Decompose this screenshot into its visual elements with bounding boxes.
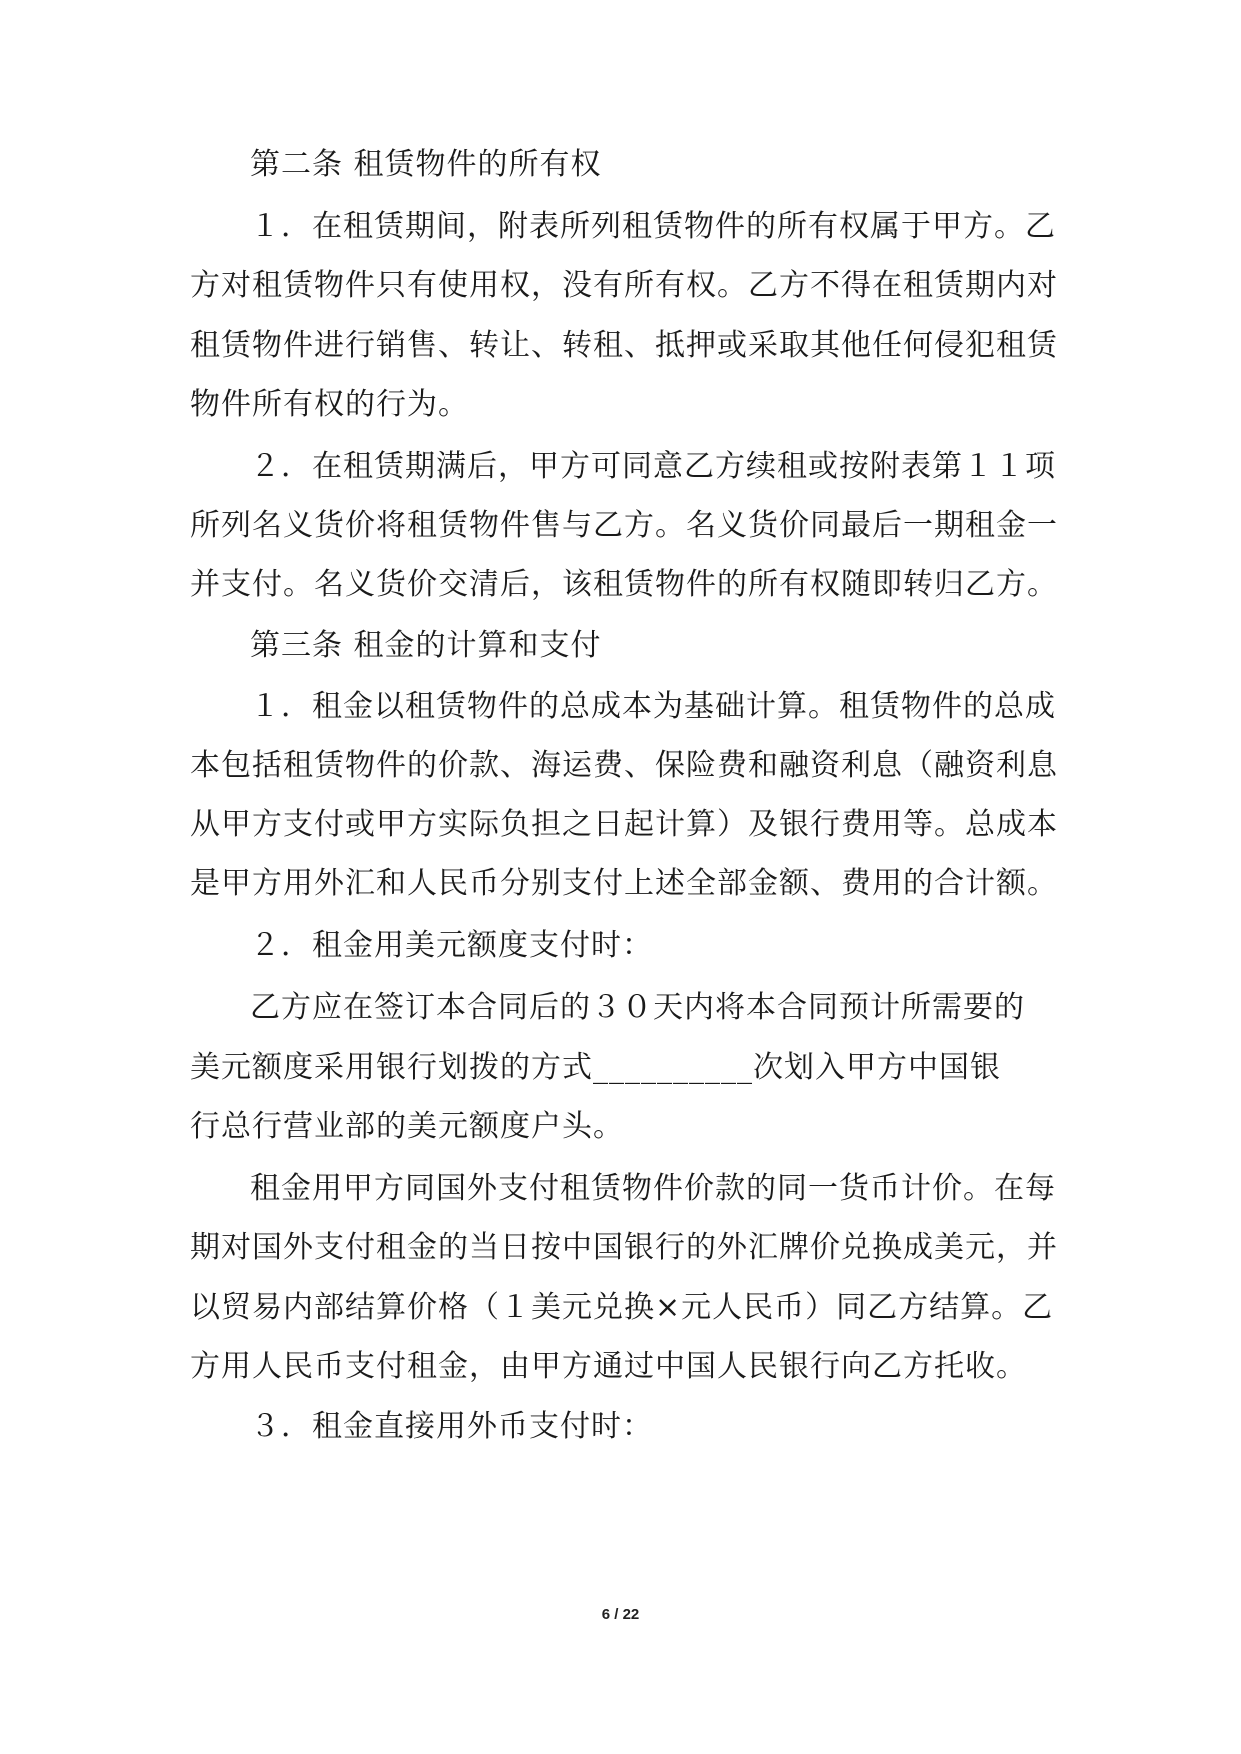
paragraph-line: 从甲方支付或甲方实际负担之日起计算）及银行费用等。总成本 (190, 807, 1058, 842)
paragraph-line: 方用人民币支付租金，由甲方通过中国人民银行向乙方托收。 (190, 1349, 1027, 1384)
paragraph-line: 租金用甲方同国外支付租赁物件价款的同一货币计价。在每 (250, 1171, 1056, 1206)
paragraph-line: 以贸易内部结算价格（１美元兑换×元人民币）同乙方结算。乙 (190, 1290, 1054, 1325)
paragraph-line: 方对租赁物件只有使用权，没有所有权。乙方不得在租赁期内对 (190, 268, 1058, 303)
paragraph-line: 本包括租赁物件的价款、海运费、保险费和融资利息（融资利息 (190, 748, 1058, 783)
paragraph-line: 租赁物件进行销售、转让、转租、抵押或采取其他任何侵犯租赁 (190, 328, 1058, 363)
page-number: 6 / 22 (601, 1606, 640, 1623)
article-2-heading: 第二条 租赁物件的所有权 (250, 147, 602, 182)
paragraph-line: 美元额度采用银行划拨的方式__________次划入甲方中国银 (190, 1050, 1001, 1085)
paragraph-line: １．租金以租赁物件的总成本为基础计算。租赁物件的总成 (250, 689, 1056, 724)
paragraph-line: ２．租金用美元额度支付时： (250, 928, 653, 963)
paragraph-line: 是甲方用外汇和人民币分别支付上述全部金额、费用的合计额。 (190, 866, 1058, 901)
paragraph-line: 并支付。名义货价交清后，该租赁物件的所有权随即转归乙方。 (190, 567, 1058, 602)
paragraph-line: 期对国外支付租金的当日按中国银行的外汇牌价兑换成美元，并 (190, 1230, 1058, 1265)
paragraph-line: 物件所有权的行为。 (190, 387, 469, 422)
paragraph-line: ２．在租赁期满后，甲方可同意乙方续租或按附表第１１项 (250, 449, 1056, 484)
paragraph-line: １．在租赁期间，附表所列租赁物件的所有权属于甲方。乙 (250, 209, 1056, 244)
article-3-heading: 第三条 租金的计算和支付 (250, 628, 602, 663)
paragraph-line: 乙方应在签订本合同后的３０天内将本合同预计所需要的 (250, 990, 1025, 1025)
paragraph-line: ３．租金直接用外币支付时： (250, 1409, 653, 1444)
paragraph-line: 所列名义货价将租赁物件售与乙方。名义货价同最后一期租金一 (190, 508, 1058, 543)
paragraph-line: 行总行营业部的美元额度户头。 (190, 1109, 624, 1144)
